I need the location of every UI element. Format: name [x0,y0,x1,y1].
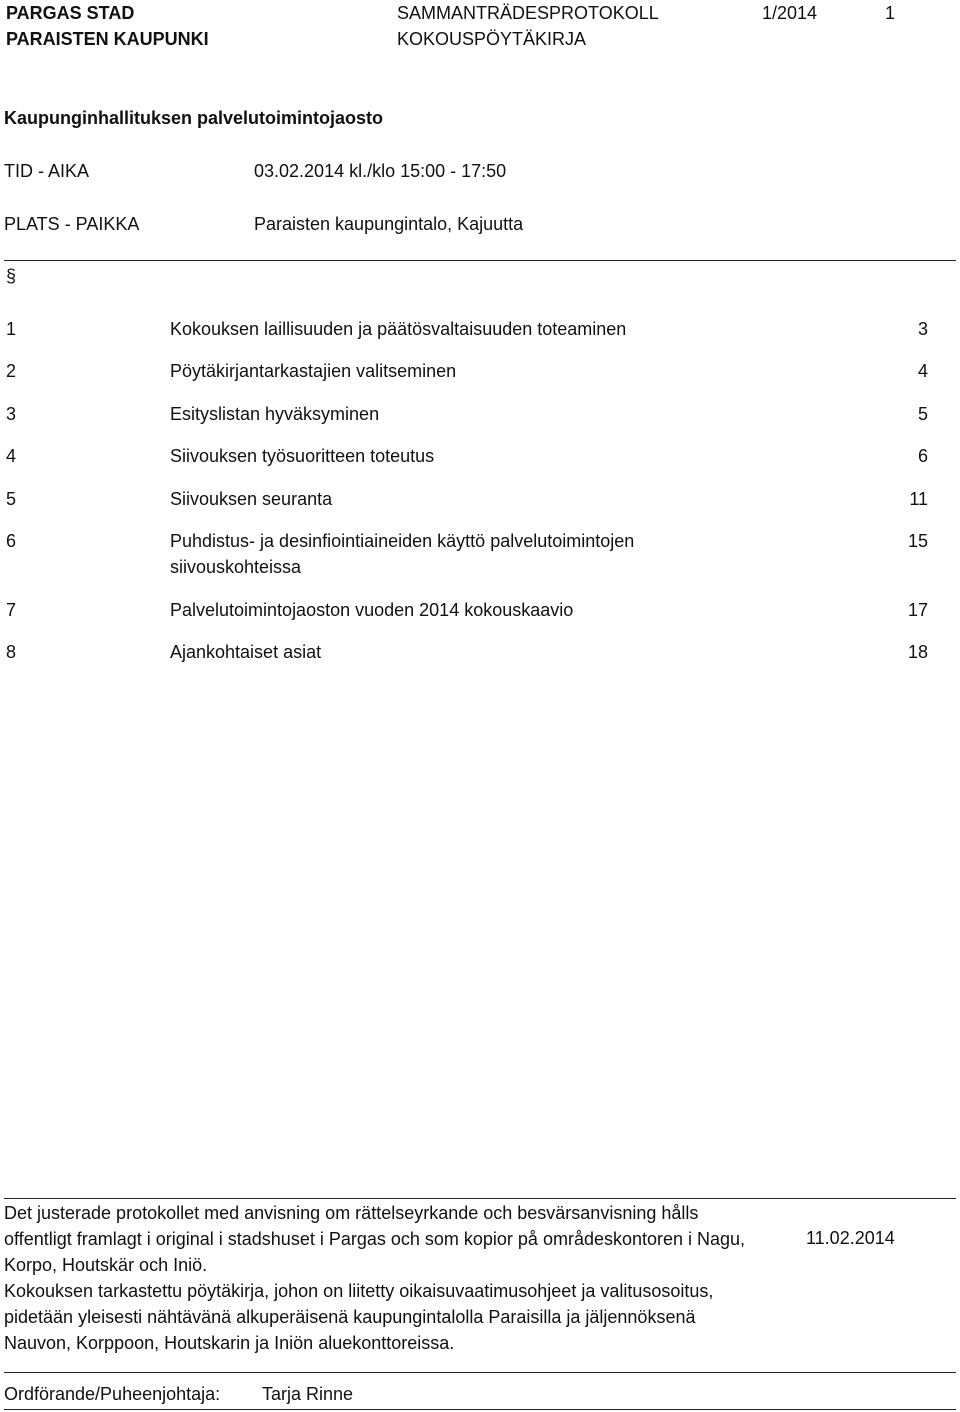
section-symbol: § [6,266,17,286]
agenda-item-number: 7 [6,600,17,620]
agenda-item-title: Esityslistan hyväksyminen [170,404,380,424]
agenda-item-number: 8 [6,642,17,662]
chair-label: Ordförande/Puheenjohtaja: [4,1384,221,1404]
agenda-item-title: Pöytäkirjantarkastajien valitseminen [170,361,457,381]
agenda-item-number: 2 [6,361,17,381]
time-value: 03.02.2014 kl./klo 15:00 - 17:50 [254,161,507,181]
separator-line [4,260,956,261]
agenda-item-number: 4 [6,446,17,466]
doc-type-swedish: SAMMANTRÄDESPROTOKOLL [397,3,659,23]
notice-finnish: Kokouksen tarkastettu pöytäkirja, johon on liitetty oikaisuvaatimusohjeet ja valitusosoitus, pidetään yleisesti nähtävänä alkuperäisenä kaupungintalolla Paraisilla ja jäljennöksenä Nauvon, Korppoon, Houtskarin ja Iniön aluekonttoreissa. [4,1281,714,1353]
publication-notice [4,1200,749,1356]
agenda-item-page: 18 [907,642,928,662]
agenda-item-title: Palvelutoimintojaoston vuoden 2014 kokouskaavio [170,600,574,620]
notice-top-line [4,1198,956,1199]
notice-swedish: Det justerade protokollet med anvisning om rättelseyrkande och besvärsanvisning hålls offentligt framlagt i original i stadshuset i Pargas och som kopior på områdeskontoren i Nagu, Korpo, Houtskär och Iniö. [4,1203,746,1275]
signature-bottom-line [4,1409,956,1410]
agenda-item-page: 11 [909,489,928,509]
place-label: PLATS - PAIKKA [4,214,140,234]
org-name-swedish: PARGAS STAD [6,3,135,23]
place-value: Paraisten kaupungintalo, Kajuutta [254,214,524,234]
agenda-item-title: Siivouksen työsuoritteen toteutus [170,446,435,466]
agenda-item-title: Puhdistus- ja desinfiointiaineiden käyttö palvelutoimintojen siivouskohteissa [170,531,635,577]
agenda-item-page: 15 [907,531,928,551]
agenda-item-number: 5 [6,489,17,509]
agenda-item-number: 3 [6,404,17,424]
agenda-item-title: Siivouksen seuranta [170,489,333,509]
agenda-item-page: 17 [907,600,928,620]
agenda-item-number: 1 [6,319,17,339]
agenda-item-number: 6 [6,531,17,551]
agenda-item-page: 5 [917,404,928,424]
time-label: TID - AIKA [4,161,90,181]
committee-name: Kaupunginhallituksen palvelutoimintojaosto [4,108,384,128]
doc-type-finnish: KOKOUSPÖYTÄKIRJA [397,29,587,49]
agenda-item-page: 6 [917,446,928,466]
notice-date: 11.02.2014 [806,1228,895,1248]
page-number: 1 [885,3,896,23]
agenda-item-page: 3 [917,319,928,339]
protocol-number: 1/2014 [762,3,818,23]
chair-name: Tarja Rinne [262,1384,354,1404]
org-name-finnish: PARAISTEN KAUPUNKI [6,29,209,49]
agenda-item-title: Ajankohtaiset asiat [170,642,322,662]
agenda-item-title: Kokouksen laillisuuden ja päätösvaltaisuuden toteaminen [170,319,627,339]
signature-top-line [4,1372,956,1373]
agenda-item-page: 4 [917,361,928,381]
